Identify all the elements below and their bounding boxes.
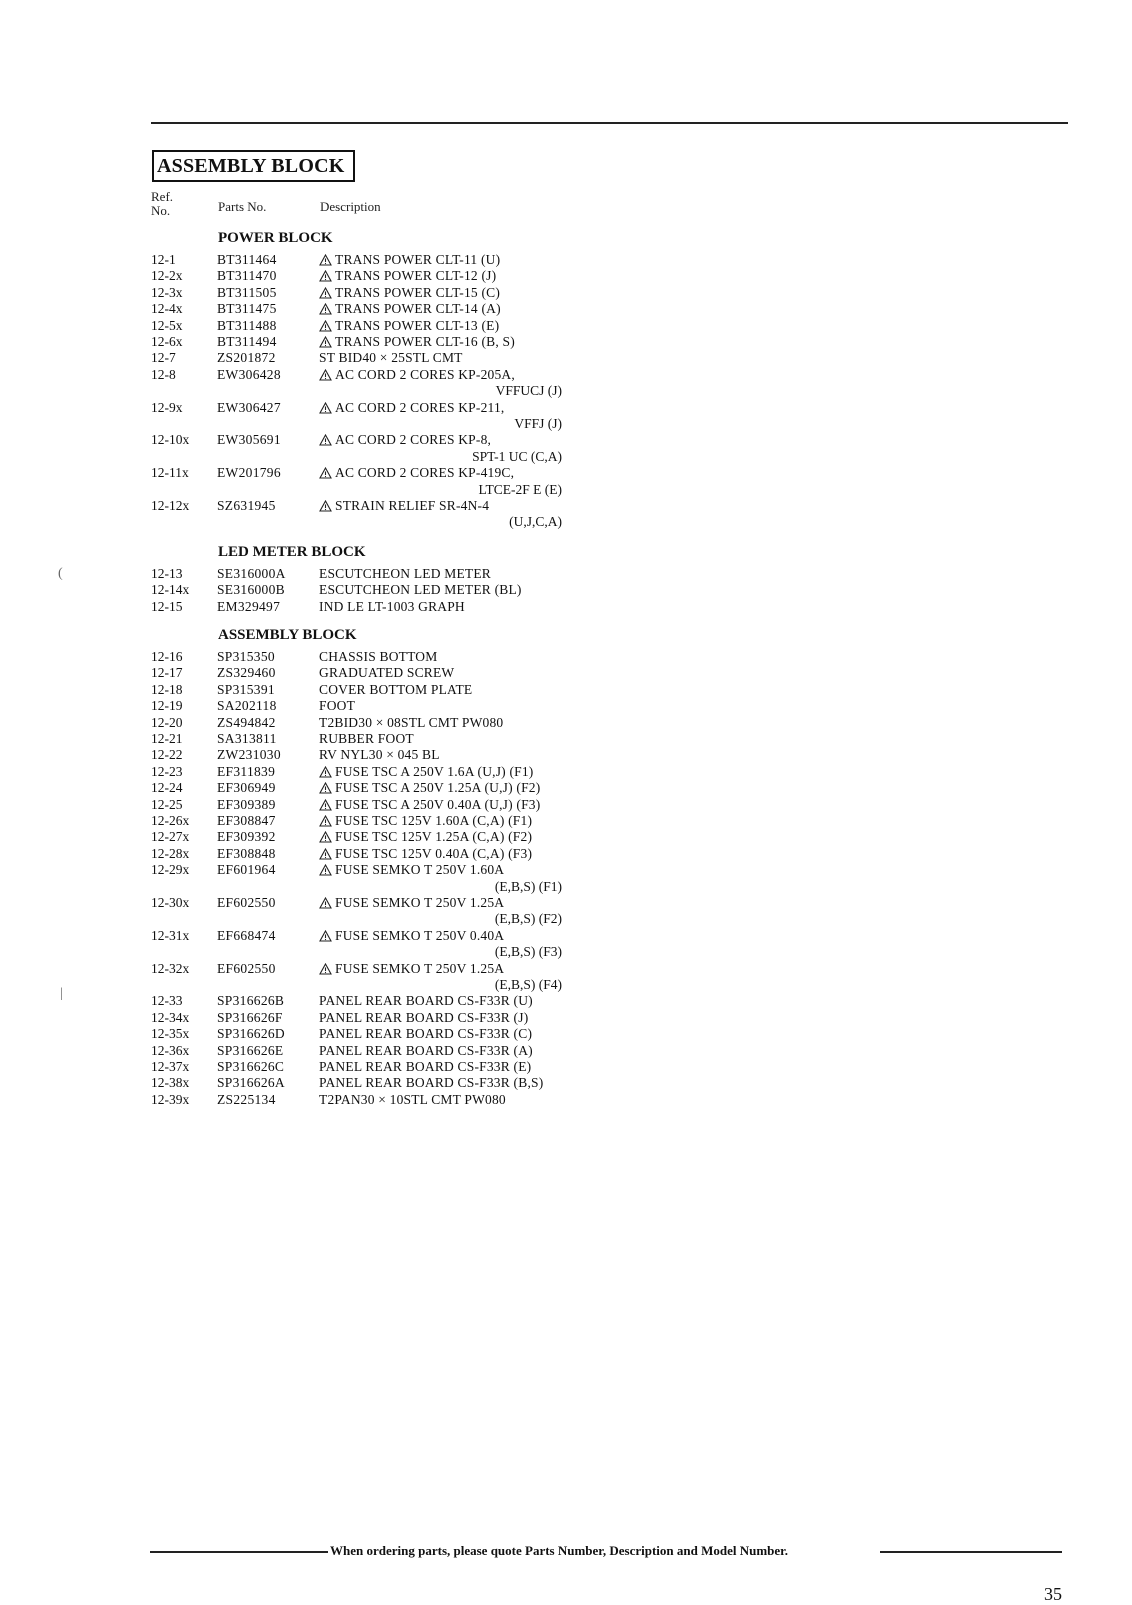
description-text: IND LE LT-1003 GRAPH bbox=[319, 598, 465, 614]
description bbox=[319, 648, 437, 665]
description-text: FUSE SEMKO T 250V 1.25A bbox=[335, 960, 505, 976]
ref-no: 12-10x bbox=[151, 432, 190, 448]
ref-no: 12-4x bbox=[151, 301, 183, 317]
description bbox=[319, 464, 514, 481]
parts-row-continuation bbox=[0, 910, 1132, 927]
description-continuation: (E,B,S) (F1) bbox=[494, 878, 562, 894]
description bbox=[319, 300, 501, 317]
top-rule bbox=[151, 122, 1068, 124]
parts-row bbox=[0, 300, 1132, 317]
ref-no: 12-31x bbox=[151, 927, 190, 943]
parts-no: EF601964 bbox=[217, 862, 276, 878]
description bbox=[319, 1058, 531, 1075]
description-text: FUSE TSC 125V 1.25A (C,A) (F2) bbox=[335, 829, 533, 845]
description-text: STRAIN RELIEF SR-4N-4 bbox=[335, 498, 490, 513]
description bbox=[319, 1091, 506, 1108]
ref-no: 12-35x bbox=[151, 1026, 190, 1042]
description bbox=[319, 992, 533, 1009]
parts-row bbox=[0, 366, 1132, 383]
description bbox=[319, 581, 522, 598]
ref-no: 12-15 bbox=[151, 598, 183, 614]
ref-no: 12-30x bbox=[151, 895, 190, 910]
description-text: TRANS POWER CLT-11 (U) bbox=[335, 252, 501, 267]
parts-row bbox=[0, 779, 1132, 796]
parts-no: SP316626C bbox=[217, 1059, 285, 1074]
description-continuation: SPT-1 UC (C,A) bbox=[472, 448, 562, 464]
ref-no: 12-1 bbox=[151, 252, 176, 267]
description-text: GRADUATED SCREW bbox=[319, 665, 455, 681]
ref-no: 12-21 bbox=[151, 731, 183, 746]
ref-no: 12-13 bbox=[151, 566, 183, 581]
footer-rule-left bbox=[150, 1551, 328, 1553]
footer-text: When ordering parts, please quote Parts Number, Description and Model Number. bbox=[330, 1543, 789, 1558]
description bbox=[319, 267, 496, 284]
page-title: ASSEMBLY BLOCK bbox=[152, 150, 355, 182]
warning-triangle-icon bbox=[319, 431, 335, 448]
parts-row bbox=[0, 714, 1132, 731]
parts-row-continuation bbox=[0, 481, 1132, 498]
description-text: T2BID30 × 08STL CMT PW080 bbox=[319, 714, 504, 730]
parts-no: SP315391 bbox=[217, 681, 275, 697]
parts-no: EF309389 bbox=[217, 796, 276, 812]
parts-no: ZS225134 bbox=[217, 1091, 276, 1107]
parts-no: EW201796 bbox=[217, 465, 281, 481]
description-continuation: (U,J,C,A) bbox=[509, 514, 562, 530]
ref-no: 12-26x bbox=[151, 813, 190, 828]
description-continuation: VFFJ (J) bbox=[514, 416, 562, 431]
description-text: FUSE TSC 125V 1.60A (C,A) (F1) bbox=[335, 813, 533, 828]
warning-triangle-icon bbox=[319, 812, 335, 829]
description-text: TRANS POWER CLT-12 (J) bbox=[335, 268, 497, 284]
margin-mark: | bbox=[60, 986, 63, 1001]
parts-row bbox=[0, 681, 1132, 698]
parts-row bbox=[0, 763, 1132, 780]
ref-no: 12-28x bbox=[151, 845, 190, 861]
warning-triangle-icon bbox=[319, 284, 335, 301]
footer-notice bbox=[150, 1541, 1062, 1563]
parts-row bbox=[0, 1042, 1132, 1059]
parts-no: BT311470 bbox=[217, 268, 277, 284]
warning-triangle-icon bbox=[319, 960, 335, 977]
description bbox=[319, 861, 504, 878]
ref-no: 12-38x bbox=[151, 1075, 190, 1091]
description bbox=[319, 894, 504, 911]
parts-row bbox=[0, 349, 1132, 366]
description-text: ESCUTCHEON LED METER (BL) bbox=[319, 582, 522, 598]
parts-no: BT311475 bbox=[217, 301, 277, 317]
description-text: FUSE TSC A 250V 1.6A (U,J) (F1) bbox=[335, 763, 534, 779]
warning-triangle-icon bbox=[319, 828, 335, 845]
description-text: FUSE TSC A 250V 0.40A (U,J) (F3) bbox=[335, 796, 541, 812]
section-title: POWER BLOCK bbox=[218, 230, 333, 246]
description-text: AC CORD 2 CORES KP-8, bbox=[335, 432, 492, 448]
description bbox=[319, 399, 505, 416]
parts-row bbox=[0, 1091, 1132, 1108]
description bbox=[319, 779, 540, 796]
ref-no: 12-39x bbox=[151, 1091, 190, 1107]
ref-header-line1: Ref. bbox=[151, 189, 174, 204]
description-text: PANEL REAR BOARD CS-F33R (U) bbox=[319, 993, 533, 1009]
warning-triangle-icon bbox=[319, 300, 335, 317]
description bbox=[319, 714, 503, 731]
description-header: Description bbox=[320, 199, 381, 214]
warning-triangle-icon bbox=[319, 317, 335, 334]
warning-triangle-icon bbox=[319, 927, 335, 944]
description bbox=[319, 681, 472, 698]
parts-no: SA313811 bbox=[217, 731, 277, 746]
description bbox=[319, 1042, 533, 1059]
parts-row bbox=[0, 812, 1132, 829]
parts-row bbox=[0, 894, 1132, 911]
ref-no: 12-3x bbox=[151, 284, 183, 300]
description-text: PANEL REAR BOARD CS-F33R (C) bbox=[319, 1026, 533, 1042]
ref-no: 12-11x bbox=[151, 465, 189, 481]
ref-no: 12-12x bbox=[151, 498, 190, 513]
description bbox=[319, 497, 489, 514]
ref-no: 12-19 bbox=[151, 698, 183, 714]
description-text: FUSE TSC 125V 0.40A (C,A) (F3) bbox=[335, 845, 533, 861]
ref-no: 12-22 bbox=[151, 747, 183, 763]
parts-no: EF308848 bbox=[217, 845, 276, 861]
warning-triangle-icon bbox=[319, 251, 335, 268]
ref-no: 12-33 bbox=[151, 993, 183, 1009]
parts-no: SP316626A bbox=[217, 1075, 285, 1091]
description bbox=[319, 317, 499, 334]
parts-row-continuation bbox=[0, 878, 1132, 895]
ref-no: 12-32x bbox=[151, 960, 190, 976]
parts-row bbox=[0, 1009, 1132, 1026]
parts-row-continuation bbox=[0, 513, 1132, 530]
description-text: ST BID40 × 25STL CMT bbox=[319, 350, 463, 366]
warning-triangle-icon bbox=[319, 796, 335, 813]
parts-row bbox=[0, 1025, 1132, 1042]
description-text: PANEL REAR BOARD CS-F33R (E) bbox=[319, 1059, 532, 1074]
parts-no: SP316626E bbox=[217, 1042, 284, 1058]
parts-no: BT311494 bbox=[217, 334, 277, 349]
parts-no-header: Parts No. bbox=[218, 199, 267, 214]
description bbox=[319, 598, 465, 615]
parts-row bbox=[0, 598, 1132, 615]
parts-row bbox=[0, 464, 1132, 481]
description bbox=[319, 730, 414, 747]
ref-no: 12-24 bbox=[151, 780, 183, 796]
parts-no: SA202118 bbox=[217, 698, 277, 714]
parts-no: SZ631945 bbox=[217, 498, 276, 513]
description bbox=[319, 796, 540, 813]
description bbox=[319, 284, 500, 301]
parts-row bbox=[0, 581, 1132, 598]
parts-row bbox=[0, 431, 1132, 448]
description bbox=[319, 349, 463, 366]
parts-row bbox=[0, 565, 1132, 582]
description bbox=[319, 664, 454, 681]
warning-triangle-icon bbox=[319, 366, 335, 383]
description bbox=[319, 333, 515, 350]
warning-triangle-icon bbox=[319, 894, 335, 911]
parts-no: SP316626B bbox=[217, 993, 285, 1009]
parts-row bbox=[0, 399, 1132, 416]
description-text: CHASSIS BOTTOM bbox=[319, 649, 438, 664]
description-continuation: (E,B,S) (F3) bbox=[494, 944, 562, 960]
ref-no: 12-20 bbox=[151, 714, 183, 730]
parts-row bbox=[0, 992, 1132, 1009]
parts-no: SP316626F bbox=[217, 1009, 283, 1025]
parts-no: EW306427 bbox=[217, 399, 281, 415]
parts-row bbox=[0, 960, 1132, 977]
parts-row bbox=[0, 861, 1132, 878]
description bbox=[319, 746, 440, 763]
ref-no: 12-17 bbox=[151, 665, 183, 681]
section-title: LED METER BLOCK bbox=[218, 544, 366, 560]
description bbox=[319, 927, 504, 944]
ref-no-header bbox=[151, 190, 173, 218]
description bbox=[319, 960, 504, 977]
description-text: TRANS POWER CLT-16 (B, S) bbox=[335, 334, 515, 349]
ref-no: 12-16 bbox=[151, 649, 183, 664]
ref-no: 12-27x bbox=[151, 829, 190, 845]
ref-no: 12-36x bbox=[151, 1042, 190, 1058]
parts-row bbox=[0, 796, 1132, 813]
parts-no: EM329497 bbox=[217, 598, 281, 614]
description-text: COVER BOTTOM PLATE bbox=[319, 681, 473, 697]
parts-no: ZS329460 bbox=[217, 665, 276, 681]
description-text: FUSE SEMKO T 250V 0.40A bbox=[335, 927, 505, 943]
description bbox=[319, 251, 500, 268]
warning-triangle-icon bbox=[319, 845, 335, 862]
description-text: PANEL REAR BOARD CS-F33R (A) bbox=[319, 1042, 533, 1058]
description-text: AC CORD 2 CORES KP-205A, bbox=[335, 366, 515, 382]
description-text: RUBBER FOOT bbox=[319, 731, 414, 746]
parts-no: EF311839 bbox=[217, 763, 276, 779]
description-continuation: VFFUCJ (J) bbox=[495, 383, 562, 399]
warning-triangle-icon bbox=[319, 399, 335, 416]
parts-row bbox=[0, 333, 1132, 350]
description bbox=[319, 431, 491, 448]
section-title: ASSEMBLY BLOCK bbox=[218, 627, 357, 643]
parts-no: SP316626D bbox=[217, 1026, 285, 1042]
description-text: ESCUTCHEON LED METER bbox=[319, 566, 491, 581]
description-text: TRANS POWER CLT-13 (E) bbox=[335, 317, 500, 333]
parts-row bbox=[0, 1074, 1132, 1091]
parts-no: EF668474 bbox=[217, 927, 276, 943]
parts-no: SP315350 bbox=[217, 649, 275, 664]
parts-no: BT311505 bbox=[217, 284, 277, 300]
parts-row bbox=[0, 664, 1132, 681]
parts-row bbox=[0, 730, 1132, 747]
parts-row bbox=[0, 845, 1132, 862]
parts-no: ZS201872 bbox=[217, 350, 276, 366]
parts-no: SE316000B bbox=[217, 582, 285, 598]
parts-no: EF308847 bbox=[217, 813, 276, 828]
ref-no: 12-18 bbox=[151, 681, 183, 697]
parts-no: EF306949 bbox=[217, 780, 276, 796]
warning-triangle-icon bbox=[319, 779, 335, 796]
ref-no: 12-7 bbox=[151, 350, 176, 366]
description bbox=[319, 845, 532, 862]
parts-row bbox=[0, 697, 1132, 714]
parts-row-continuation bbox=[0, 448, 1132, 465]
parts-row bbox=[0, 497, 1132, 514]
ref-no: 12-6x bbox=[151, 334, 183, 349]
warning-triangle-icon bbox=[319, 497, 335, 514]
parts-row bbox=[0, 317, 1132, 334]
description-text: FUSE TSC A 250V 1.25A (U,J) (F2) bbox=[335, 780, 541, 796]
description bbox=[319, 828, 532, 845]
description bbox=[319, 763, 534, 780]
description-text: AC CORD 2 CORES KP-419C, bbox=[335, 465, 515, 481]
description bbox=[319, 697, 355, 714]
ref-no: 12-23 bbox=[151, 763, 183, 779]
ref-no: 12-34x bbox=[151, 1009, 190, 1025]
description-text: PANEL REAR BOARD CS-F33R (B,S) bbox=[319, 1075, 544, 1091]
parts-no: EF602550 bbox=[217, 895, 276, 910]
description bbox=[319, 1025, 532, 1042]
ref-header-line2: No. bbox=[151, 203, 171, 218]
parts-row-continuation bbox=[0, 943, 1132, 960]
parts-no: BT311488 bbox=[217, 317, 277, 333]
ref-no: 12-29x bbox=[151, 862, 190, 878]
parts-no: SE316000A bbox=[217, 566, 286, 581]
ref-no: 12-2x bbox=[151, 268, 183, 284]
parts-no: ZS494842 bbox=[217, 714, 276, 730]
ref-no: 12-25 bbox=[151, 796, 183, 812]
description-text: TRANS POWER CLT-15 (C) bbox=[335, 284, 501, 300]
description bbox=[319, 565, 491, 582]
parts-row bbox=[0, 1058, 1132, 1075]
ref-no: 12-9x bbox=[151, 399, 183, 415]
parts-no: EW305691 bbox=[217, 432, 281, 448]
description-text: FUSE SEMKO T 250V 1.25A bbox=[335, 895, 505, 910]
parts-row-continuation bbox=[0, 382, 1132, 399]
parts-row bbox=[0, 251, 1132, 268]
ref-no: 12-8 bbox=[151, 366, 176, 382]
parts-row-continuation bbox=[0, 415, 1132, 432]
description-continuation: LTCE-2F E (E) bbox=[478, 481, 562, 497]
description bbox=[319, 1009, 528, 1026]
warning-triangle-icon bbox=[319, 464, 335, 481]
parts-row bbox=[0, 746, 1132, 763]
parts-no: EW306428 bbox=[217, 366, 281, 382]
warning-triangle-icon bbox=[319, 861, 335, 878]
parts-row bbox=[0, 828, 1132, 845]
parts-row bbox=[0, 267, 1132, 284]
description-text: RV NYL30 × 045 BL bbox=[319, 747, 440, 763]
description-text: T2PAN30 × 10STL CMT PW080 bbox=[319, 1091, 506, 1107]
parts-no: ZW231030 bbox=[217, 747, 281, 763]
margin-mark: ( bbox=[58, 566, 63, 581]
description bbox=[319, 366, 515, 383]
page-number: 35 bbox=[1044, 1584, 1062, 1604]
warning-triangle-icon bbox=[319, 333, 335, 350]
parts-row bbox=[0, 648, 1132, 665]
description-text: PANEL REAR BOARD CS-F33R (J) bbox=[319, 1009, 529, 1025]
description-text: AC CORD 2 CORES KP-211, bbox=[335, 399, 505, 415]
parts-no: EF602550 bbox=[217, 960, 276, 976]
parts-row bbox=[0, 284, 1132, 301]
description bbox=[319, 1074, 543, 1091]
parts-no: BT311464 bbox=[217, 252, 277, 267]
parts-row bbox=[0, 927, 1132, 944]
description-continuation: (E,B,S) (F4) bbox=[494, 977, 562, 992]
parts-no: EF309392 bbox=[217, 829, 276, 845]
warning-triangle-icon bbox=[319, 267, 335, 284]
ref-no: 12-5x bbox=[151, 317, 183, 333]
description bbox=[319, 812, 532, 829]
description-text: FOOT bbox=[319, 698, 356, 714]
ref-no: 12-37x bbox=[151, 1059, 190, 1074]
parts-row-continuation bbox=[0, 976, 1132, 993]
footer-rule-right bbox=[880, 1551, 1062, 1553]
description-text: FUSE SEMKO T 250V 1.60A bbox=[335, 862, 505, 878]
description-continuation: (E,B,S) (F2) bbox=[494, 911, 562, 927]
warning-triangle-icon bbox=[319, 763, 335, 780]
description-text: TRANS POWER CLT-14 (A) bbox=[335, 301, 501, 317]
ref-no: 12-14x bbox=[151, 582, 190, 598]
